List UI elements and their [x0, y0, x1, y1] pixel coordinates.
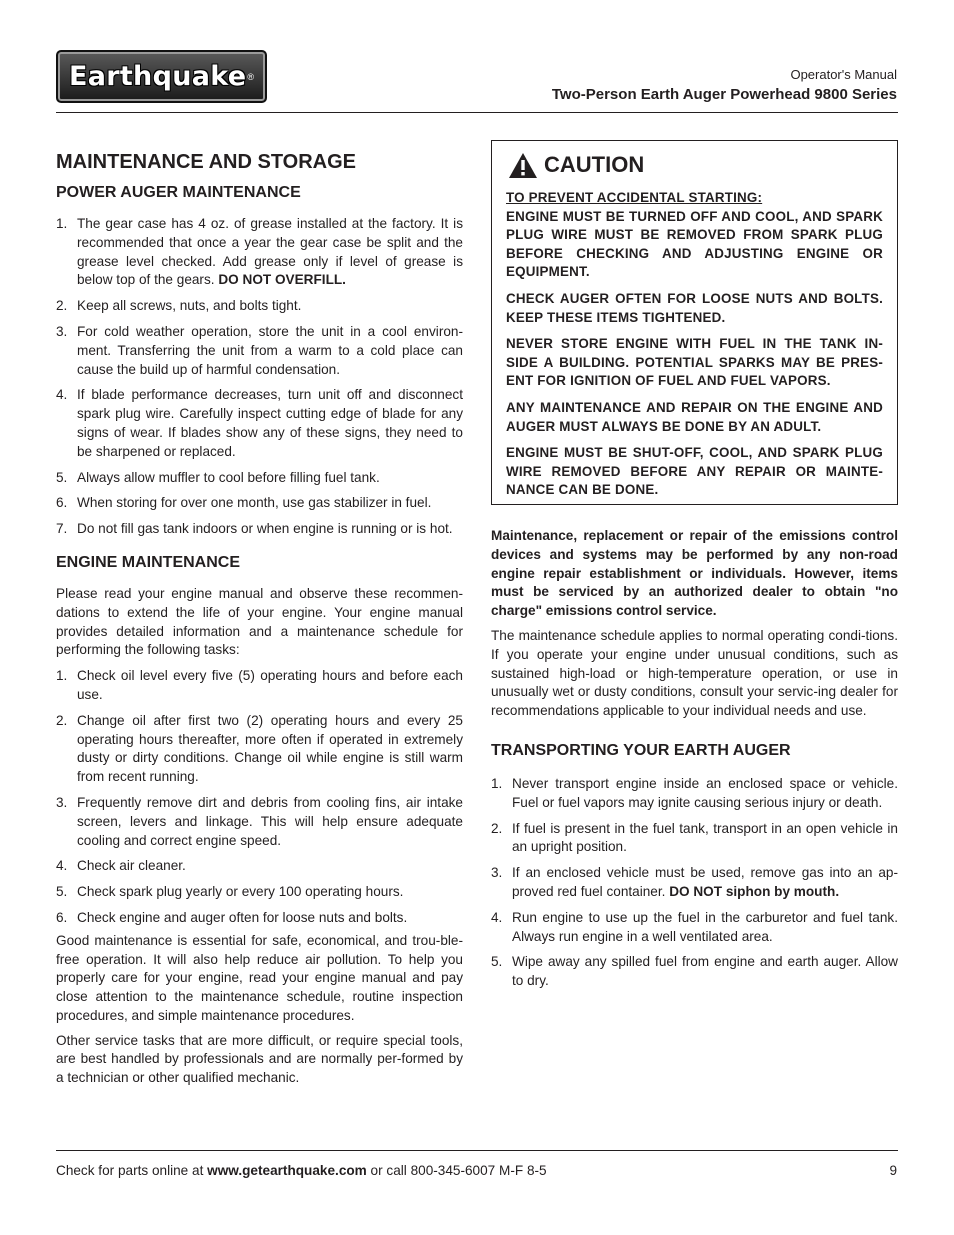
- list-item: [56, 520, 463, 539]
- item-text: Check air cleaner.: [77, 858, 186, 874]
- document-title: Two-Person Earth Auger Powerhead 9800 Series: [551, 86, 897, 103]
- item-text: Check spark plug yearly or every 100 operating hours.: [77, 884, 404, 900]
- list-item: [56, 469, 463, 488]
- power-auger-heading: POWER AUGER MAINTENANCE: [56, 184, 301, 201]
- item-number: 4.: [491, 909, 503, 925]
- list-item: [491, 864, 898, 902]
- good-maintenance-paragraph: Good maintenance is essential for safe, economical, and trou-ble-free operation. It will also help reduce air pollution. To help you properly care for your engine, read your engine manual and pay close attention to the maintenance schedule, routine inspection procedures, and simple maintenance procedures.: [56, 932, 463, 1023]
- list-item: [56, 215, 463, 290]
- left-column: [56, 150, 463, 1094]
- item-text: Change oil after first two (2) operating hours and every 25 operating hours thereafter, more often if operated in extremely dusty or dirty conditions. Change oil while engine is still warm from recent running.: [77, 712, 463, 785]
- caution-prevent-heading: TO PREVENT ACCIDENTAL STARTING:: [506, 190, 763, 205]
- item-text: Never transport engine inside an enclosed space or vehicle. Fuel or fuel vapors may ignite causing serious injury or death.: [512, 775, 898, 810]
- list-item: [56, 794, 463, 850]
- item-text: Check oil level every five (5) operating hours and before each use.: [77, 668, 463, 702]
- list-item: [56, 712, 463, 787]
- item-text: When storing for over one month, use gas stabilizer in fuel.: [77, 495, 432, 511]
- item-number: 6.: [56, 909, 68, 925]
- engine-task-list: [56, 667, 463, 928]
- list-item: [56, 386, 463, 461]
- item-number: 2.: [56, 712, 68, 728]
- header-divider: [56, 112, 898, 113]
- item-text: The gear case has 4 oz. of grease installed at the factory. It is recommended that once a year the gear case be split and the grease level checked. Add grease only if level of grease is below top of the gears.: [77, 216, 463, 288]
- footer-suffix: or call 800-345-6007 M-F 8-5: [366, 1163, 547, 1178]
- section-title: MAINTENANCE AND STORAGE: [56, 151, 357, 173]
- power-auger-list: [56, 215, 463, 539]
- logo-registered-mark: ®: [247, 71, 255, 82]
- item-text: Wipe away any spilled fuel from engine and earth auger. Allow to dry.: [512, 954, 898, 989]
- item-text: If an enclosed vehicle must be used, remove gas into an ap-proved red fuel container.: [512, 865, 898, 899]
- item-text: Run engine to use up the fuel in the carburetor and fuel tank. Always run engine in a well ventilated area.: [512, 909, 898, 944]
- document-type: Operator's Manual: [790, 67, 897, 82]
- caution-fuel-storage: NEVER STORE ENGINE WITH FUEL IN THE TANK IN-SIDE A BUILDING. POTENTIAL SPARKS MAY BE PRES-ENT FOR IGNITION OF FUEL AND FUEL VAPORS.: [506, 336, 883, 389]
- footer-website-link[interactable]: www.getearthquake.com: [207, 1163, 367, 1178]
- engine-intro: Please read your engine manual and observe these recommen-dations to extend the life of your engine. Your engine manual provides detailed information and a maintenance schedule for performing the following tasks:: [56, 585, 463, 658]
- caution-check-auger: CHECK AUGER OFTEN FOR LOOSE NUTS AND BOLTS. KEEP THESE ITEMS TIGHTENED.: [506, 290, 883, 325]
- item-number: 3.: [56, 794, 68, 810]
- logo-text: Earthquake: [68, 61, 247, 92]
- service-tasks-paragraph: Other service tasks that are more difficult, or require special tools, are best handled by professionals and are normally per-formed by a technician or other qualified mechanic.: [56, 1032, 463, 1086]
- earthquake-logo: [56, 50, 267, 103]
- item-text: Check engine and auger often for loose nuts and bolts.: [77, 909, 408, 925]
- list-item: [491, 775, 898, 813]
- list-item: [56, 323, 463, 379]
- list-item: [56, 667, 463, 705]
- list-item: [56, 494, 463, 513]
- warning-triangle-icon: [508, 152, 538, 179]
- item-number: 2.: [56, 298, 68, 314]
- item-text: Frequently remove dirt and debris from cooling fins, air intake screen, levers and linkage. This will help ensure adequate cooling and correct engine speed.: [77, 794, 463, 848]
- caution-header: [508, 151, 883, 179]
- item-number: 7.: [56, 521, 68, 537]
- maintenance-schedule-paragraph: The maintenance schedule applies to normal operating condi-tions. If you operate your engine under unusual conditions, such as sustained high-load or high-temperature operation, or use in unusually wet or dusty conditions, consult your servic-ing dealer for recommendations applicable to your individual needs and use.: [491, 627, 898, 719]
- item-text: Keep all screws, nuts, and bolts tight.: [77, 298, 302, 314]
- footer-contact: [56, 1163, 547, 1178]
- item-bold-text: DO NOT siphon by mouth.: [669, 883, 840, 899]
- item-number: 2.: [491, 820, 503, 836]
- caution-prevent-starting: [506, 189, 883, 282]
- item-text: Do not fill gas tank indoors or when engine is running or is hot.: [77, 521, 453, 537]
- caution-shutoff: ENGINE MUST BE SHUT-OFF, COOL, AND SPARK PLUG WIRE REMOVED BEFORE ANY REPAIR OR MAINTE-NANCE CAN BE DONE.: [506, 445, 883, 498]
- list-item: [56, 909, 463, 928]
- item-number: 6.: [56, 495, 68, 511]
- item-bold-text: DO NOT OVERFILL.: [218, 272, 346, 288]
- caution-box: [491, 140, 898, 505]
- item-text: For cold weather operation, store the unit in a cool environ-ment. Transferring the unit from a warm to a cold place can cause the build up of harmful condensation.: [77, 323, 463, 377]
- list-item: [491, 909, 898, 947]
- item-text: If fuel is present in the fuel tank, transport in an open vehicle in an upright position.: [512, 820, 898, 855]
- item-number: 3.: [491, 865, 503, 881]
- right-column: [491, 140, 898, 998]
- transport-list: [491, 775, 898, 991]
- caution-title: CAUTION: [544, 152, 645, 177]
- item-number: 3.: [56, 323, 68, 339]
- item-number: 4.: [56, 858, 68, 874]
- list-item: [56, 857, 463, 876]
- list-item: [491, 820, 898, 858]
- item-number: 5.: [56, 884, 68, 900]
- item-text: If blade performance decreases, turn unit off and disconnect spark plug wire. Carefully inspect cutting edge of blade for any signs of wear. If blades show any of these signs, they need to be sharpened or replaced.: [77, 387, 463, 459]
- page-number: 9: [889, 1163, 897, 1178]
- engine-maintenance-heading: ENGINE MAINTENANCE: [56, 553, 241, 571]
- footer-prefix: Check for parts online at: [56, 1163, 208, 1178]
- item-text: Always allow muffler to cool before filling fuel tank.: [77, 469, 380, 485]
- list-item: [56, 883, 463, 902]
- item-number: 5.: [56, 469, 68, 485]
- list-item: [491, 953, 898, 991]
- item-number: 1.: [491, 775, 503, 791]
- emissions-notice: Maintenance, replacement or repair of the emissions control devices and systems may be performed by any non-road engine repair establishment or individuals. However, items must be serviced by an authorized dealer to obtain "no charge" emissions control service.: [491, 528, 898, 619]
- caution-adult-repair: ANY MAINTENANCE AND REPAIR ON THE ENGINE AND AUGER MUST ALWAYS BE DONE BY AN ADULT.: [506, 399, 883, 434]
- item-number: 1.: [56, 216, 68, 231]
- item-number: 4.: [56, 387, 68, 403]
- list-item: [56, 297, 463, 316]
- transporting-heading: TRANSPORTING YOUR EARTH AUGER: [491, 741, 791, 759]
- item-number: 1.: [56, 668, 68, 684]
- item-number: 5.: [491, 954, 503, 970]
- caution-prevent-text: ENGINE MUST BE TURNED OFF AND COOL, AND SPARK PLUG WIRE MUST BE REMOVED FROM SPARK PLUG BEFORE CHECKING AND ADJUSTING ENGINE OR EQUIPMENT.: [506, 208, 883, 280]
- footer-divider: [56, 1150, 898, 1151]
